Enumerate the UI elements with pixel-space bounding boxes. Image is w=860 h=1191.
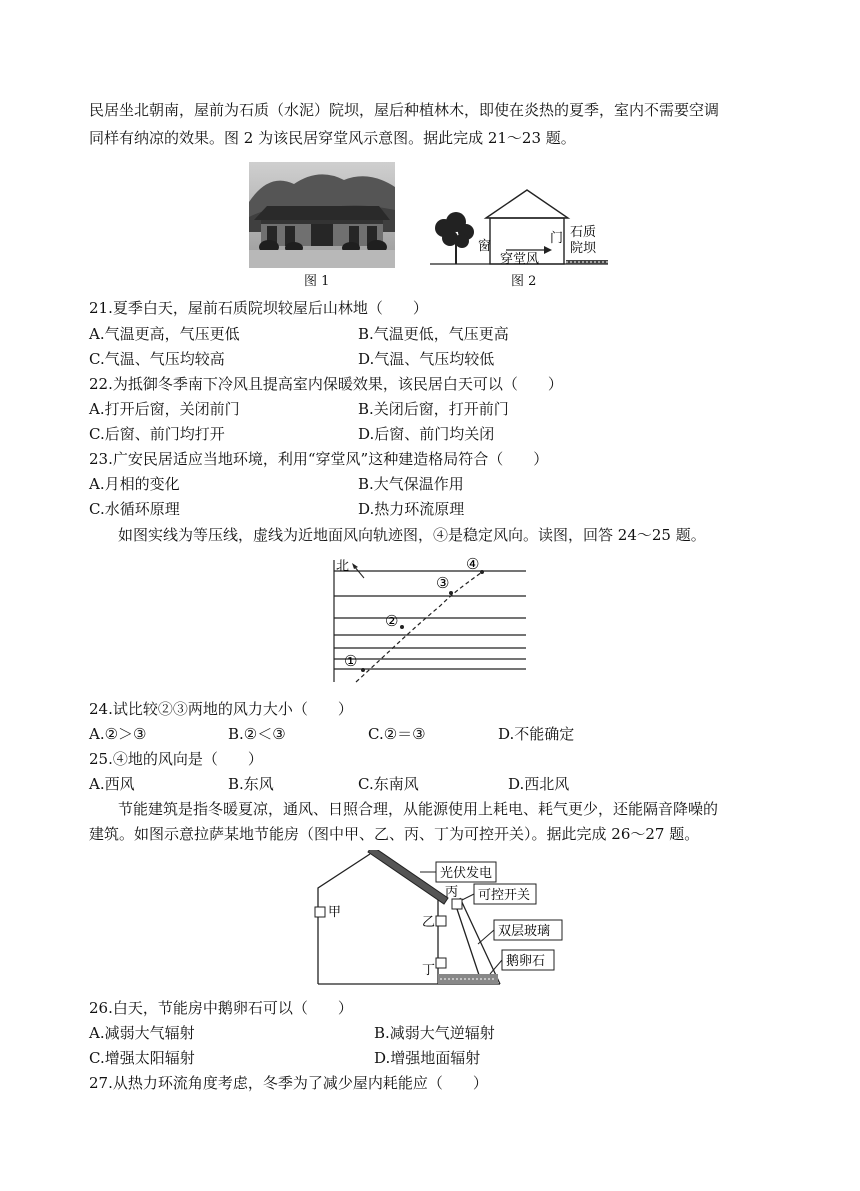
figure-2-caption: 图 2 bbox=[511, 274, 537, 289]
fig2-courtyard-label-1: 石质 bbox=[570, 225, 597, 240]
q21-option-c[interactable]: C.气温、气压均较高 bbox=[89, 350, 225, 368]
q25-stem: 25.④地的风向是（ ） bbox=[89, 750, 263, 768]
intro-3-line-1: 节能建筑是指冬暖夏凉，通风、日照合理，从能源使用上耗电、耗气更少，还能隔音降噪的 bbox=[118, 800, 719, 818]
q24-option-a[interactable]: A.②＞③ bbox=[89, 725, 147, 743]
figure-1-photo bbox=[249, 162, 395, 268]
fig2-courtyard-label-2: 院坝 bbox=[570, 241, 597, 256]
q24-option-d[interactable]: D.不能确定 bbox=[498, 725, 575, 743]
switch-ding-label: 丁 bbox=[422, 963, 436, 978]
isobar-point-1: ① bbox=[344, 652, 358, 670]
intro-2: 如图实线为等压线，虚线为近地面风向轨迹图，④是稳定风向。读图，回答 24～25 题。 bbox=[118, 526, 706, 544]
isobar-point-4: ④ bbox=[466, 556, 480, 573]
isobar-point-3: ③ bbox=[436, 574, 450, 592]
q25-option-a[interactable]: A.西风 bbox=[89, 775, 135, 793]
q26-option-c[interactable]: C.增强太阳辐射 bbox=[89, 1049, 195, 1067]
q24-option-b[interactable]: B.②＜③ bbox=[228, 725, 286, 743]
fig2-window-label: 窗 bbox=[478, 239, 492, 254]
fig2-door-label: 门 bbox=[550, 231, 564, 246]
q22-stem: 22.为抵御冬季南下冷风且提高室内保暖效果，该民居白天可以（ ） bbox=[89, 375, 563, 393]
q23-option-a[interactable]: A.月相的变化 bbox=[89, 475, 180, 493]
switch-bing-label: 丙 bbox=[445, 885, 459, 900]
pebble-label: 鹅卵石 bbox=[506, 954, 546, 969]
q25-option-b[interactable]: B.东风 bbox=[228, 775, 274, 793]
solar-label: 光伏发电 bbox=[440, 866, 493, 881]
intro-3-line-2: 建筑。如图示意拉萨某地节能房（图中甲、乙、丙、丁为可控开关）。据此完成 26～27 题。 bbox=[89, 825, 700, 843]
figure-1-caption: 图 1 bbox=[304, 274, 330, 289]
isobar-figure bbox=[330, 556, 530, 686]
switch-jia-label: 甲 bbox=[328, 905, 342, 920]
q21-stem: 21.夏季白天，屋前石质院坝较屋后山林地（ ） bbox=[89, 299, 428, 317]
energy-house-figure bbox=[310, 850, 590, 990]
q23-option-b[interactable]: B.大气保温作用 bbox=[358, 475, 464, 493]
fig2-wind-label: 穿堂风 bbox=[500, 252, 540, 267]
q21-option-b[interactable]: B.气温更低，气压更高 bbox=[358, 325, 509, 343]
north-arrow-icon bbox=[352, 563, 358, 569]
q22-option-b[interactable]: B.关闭后窗，打开前门 bbox=[358, 400, 509, 418]
q23-option-c[interactable]: C.水循环原理 bbox=[89, 500, 180, 518]
q24-stem: 24.试比较②③两地的风力大小（ ） bbox=[89, 700, 353, 718]
switch-yi-label: 乙 bbox=[422, 915, 436, 930]
q21-option-d[interactable]: D.气温、气压均较低 bbox=[358, 350, 495, 368]
figure-2-diagram bbox=[426, 186, 612, 270]
q27-stem: 27.从热力环流角度考虑，冬季为了减少屋内耗能应（ ） bbox=[89, 1074, 488, 1092]
controllable-switch-label: 可控开关 bbox=[478, 888, 531, 903]
q25-option-d[interactable]: D.西北风 bbox=[508, 775, 570, 793]
q25-option-c[interactable]: C.东南风 bbox=[358, 775, 419, 793]
q26-option-b[interactable]: B.减弱大气逆辐射 bbox=[374, 1024, 495, 1042]
q24-option-c[interactable]: C.②＝③ bbox=[368, 725, 426, 743]
double-glass-label: 双层玻璃 bbox=[498, 924, 551, 939]
isobar-point-2: ② bbox=[385, 612, 399, 630]
q26-option-a[interactable]: A.减弱大气辐射 bbox=[89, 1024, 195, 1042]
q21-option-a[interactable]: A.气温更高，气压更低 bbox=[89, 325, 240, 343]
q23-stem: 23.广安民居适应当地环境，利用“穿堂风”这种建造格局符合（ ） bbox=[89, 450, 549, 468]
q23-option-d[interactable]: D.热力环流原理 bbox=[358, 500, 465, 518]
intro-line-2: 同样有纳凉的效果。图 2 为该民居穿堂风示意图。据此完成 21～23 题。 bbox=[89, 129, 576, 147]
q26-option-d[interactable]: D.增强地面辐射 bbox=[374, 1049, 481, 1067]
q26-stem: 26.白天，节能房中鹅卵石可以（ ） bbox=[89, 999, 353, 1017]
q22-option-a[interactable]: A.打开后窗，关闭前门 bbox=[89, 400, 240, 418]
intro-line-1: 民居坐北朝南，屋前为石质（水泥）院坝，屋后种植林木，即使在炎热的夏季，室内不需要空调 bbox=[89, 101, 720, 119]
north-label: 北 bbox=[336, 559, 350, 574]
q22-option-c[interactable]: C.后窗、前门均打开 bbox=[89, 425, 225, 443]
q22-option-d[interactable]: D.后窗、前门均关闭 bbox=[358, 425, 495, 443]
